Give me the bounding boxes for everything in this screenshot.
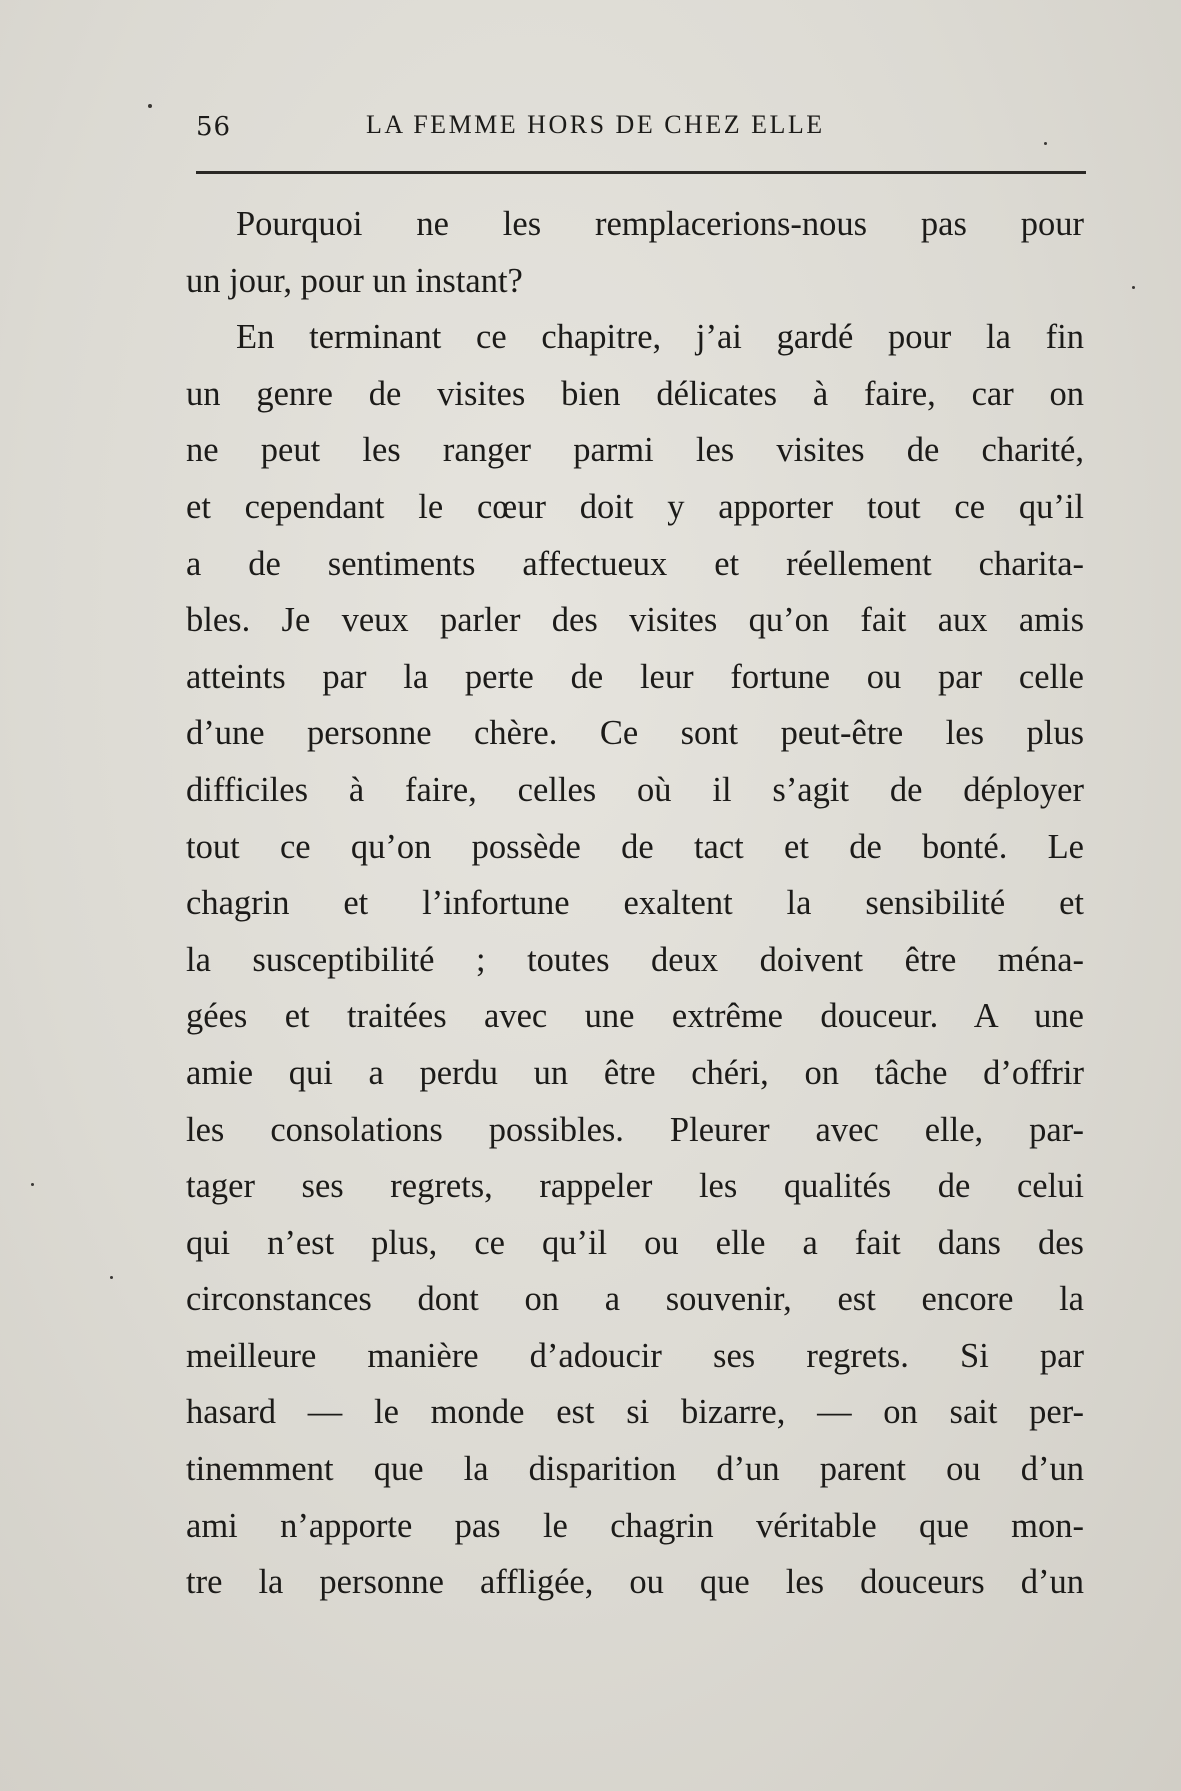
page-header <box>196 108 1086 148</box>
text-line: tre la personne affligée, ou que les douceurs d’un <box>186 1563 1084 1602</box>
text-line: circonstances dont on a souvenir, est encore la <box>186 1280 1084 1319</box>
body-text <box>186 196 1084 1611</box>
text-line: hasard — le monde est si bizarre, — on sait per- <box>186 1393 1084 1432</box>
text-line: meilleure manière d’adoucir ses regrets. Si par <box>186 1336 1084 1375</box>
paper-speck <box>1044 142 1047 145</box>
text-line: a de sentiments affectueux et réellement charita- <box>186 544 1084 583</box>
text-line: Pourquoi ne les remplacerions-nous pas pour <box>236 205 1084 243</box>
text-line: En terminant ce chapitre, j’ai gardé pour la fin <box>236 318 1084 357</box>
text-line: et cependant le cœur doit y apporter tout ce qu’il <box>186 487 1084 526</box>
text-line: un jour, pour un instant? <box>186 261 523 300</box>
page-number: 56 <box>196 112 232 142</box>
running-title: LA FEMME HORS DE CHEZ ELLE <box>366 110 825 139</box>
text-line: chagrin et l’infortune exaltent la sensibilité et <box>186 884 1084 923</box>
text-line: difficiles à faire, celles où il s’agit de déployer <box>186 770 1084 809</box>
text-line: tout ce qu’on possède de tact et de bonté. Le <box>186 827 1084 866</box>
text-line: tinemment que la disparition d’un parent ou d’un <box>186 1450 1084 1489</box>
text-line: atteints par la perte de leur fortune ou par celle <box>186 657 1084 696</box>
text-line: amie qui a perdu un être chéri, on tâche d’offrir <box>186 1053 1084 1092</box>
paper-speck <box>110 1276 113 1279</box>
text-line: ami n’apporte pas le chagrin véritable que mon- <box>186 1506 1084 1545</box>
text-line: gées et traitées avec une extrême douceur. A une <box>186 997 1084 1036</box>
text-line: ne peut les ranger parmi les visites de charité, <box>186 431 1084 470</box>
text-line: qui n’est plus, ce qu’il ou elle a fait dans des <box>186 1223 1084 1262</box>
paper-speck <box>1132 286 1135 289</box>
text-line: d’une personne chère. Ce sont peut-être les plus <box>186 714 1084 753</box>
text-line: un genre de visites bien délicates à faire, car on <box>186 374 1084 413</box>
text-line: tager ses regrets, rappeler les qualités de celui <box>186 1167 1084 1206</box>
paper-speck <box>31 1183 34 1186</box>
paper-speck <box>148 104 152 108</box>
text-line: bles. Je veux parler des visites qu’on fait aux amis <box>186 601 1084 640</box>
header-rule <box>196 171 1086 174</box>
text-line: la susceptibilité ; toutes deux doivent être ména- <box>186 940 1084 979</box>
text-line: les consolations possibles. Pleurer avec elle, par- <box>186 1110 1084 1149</box>
